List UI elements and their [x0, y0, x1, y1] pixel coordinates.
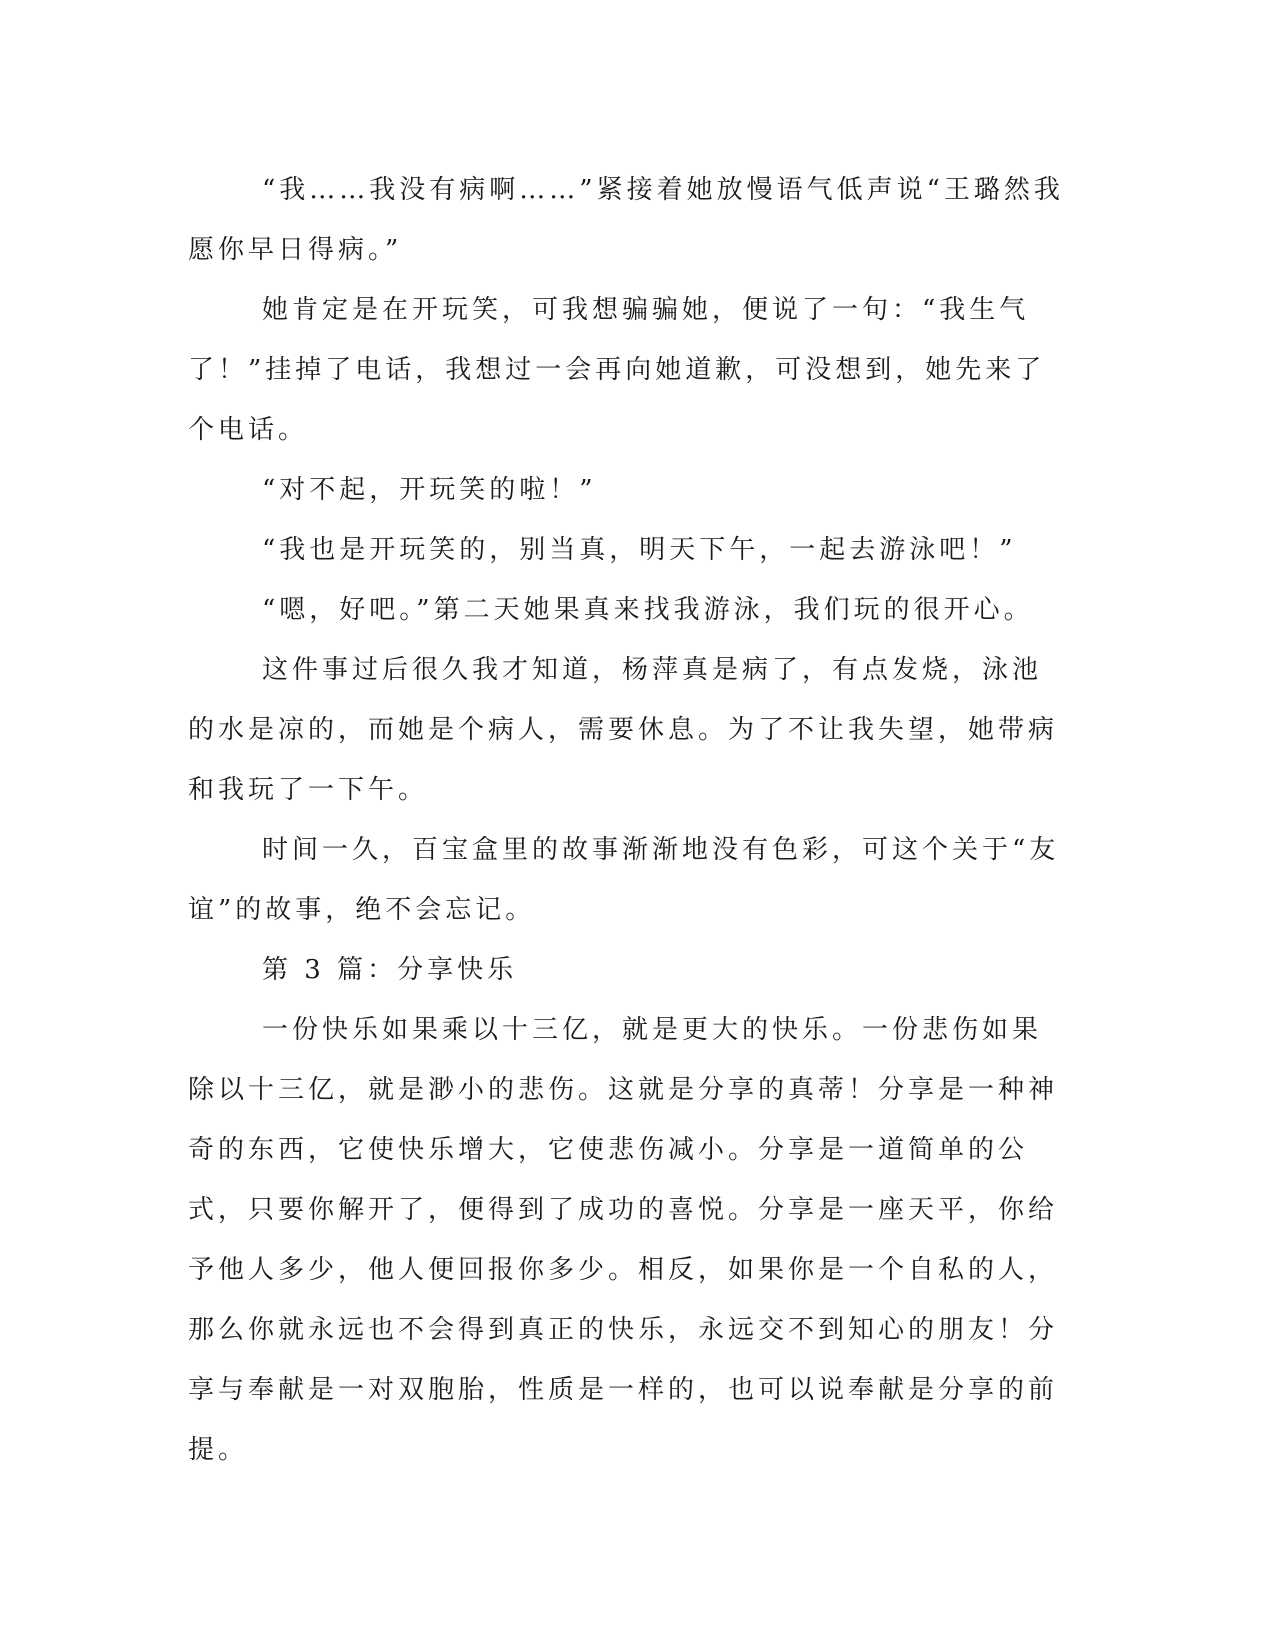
- paragraph-joke-phone: 她肯定是在开玩笑，可我想骗骗她，便说了一句：“我生气了！”挂掉了电话，我想过一会再向她道歉，可没想到，她先来了个电话。: [188, 295, 1046, 445]
- paragraph-memory: 时间一久，百宝盒里的故事渐渐地没有色彩，可这个关于“友谊”的故事，绝不会忘记。: [188, 835, 1060, 925]
- paragraph-next-day: “嗯，好吧。”第二天她果真来找我游泳，我们玩的很开心。: [262, 595, 1034, 625]
- section-heading: 第 3 篇：分享快乐: [262, 955, 518, 985]
- paragraph-realization: 这件事过后很久我才知道，杨萍真是病了，有点发烧，泳池的水是凉的，而她是个病人，需要休息。为了不让我失望，她带病和我玩了一下午。: [188, 655, 1059, 805]
- paragraph-sorry: “对不起，开玩笑的啦！”: [262, 475, 597, 505]
- paragraph-dialogue-sick: “我……我没有病啊……”紧接着她放慢语气低声说“王璐然我愿你早日得病。”: [188, 175, 1064, 265]
- paragraph-swim-invite: “我也是开玩笑的，别当真，明天下午，一起去游泳吧！”: [262, 535, 1017, 565]
- document-body: [188, 160, 1068, 1480]
- paragraph-sharing: 一份快乐如果乘以十三亿，就是更大的快乐。一份悲伤如果除以十三亿，就是渺小的悲伤。这就是分享的真蒂！分享是一种神奇的东西，它使快乐增大，它使悲伤减小。分享是一道简单的公式，只要你解开了，便得到了成功的喜悦。分享是一座天平，你给予他人多少，他人便回报你多少。相反，如果你是一个自私的人，那么你就永远也不会得到真正的快乐，永远交不到知心的朋友！分享与奉献是一对双胞胎，性质是一样的，也可以说奉献是分享的前提。: [188, 1015, 1059, 1465]
